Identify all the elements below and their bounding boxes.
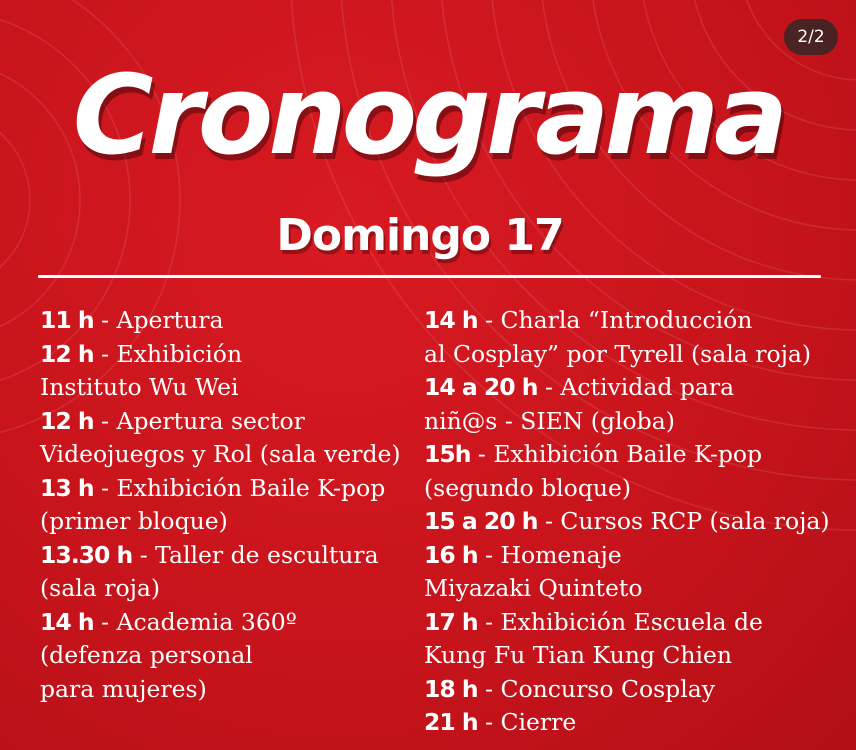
event-text: - Exhibición (93, 339, 243, 368)
event-time: 13.30 h (40, 540, 133, 569)
schedule-line (424, 472, 830, 506)
schedule-line (40, 606, 401, 640)
event-text: (defenza personal (40, 641, 253, 669)
schedule-right-column (424, 304, 830, 740)
schedule-line (40, 673, 401, 707)
schedule-line (40, 505, 401, 539)
event-text: Instituto Wu Wei (40, 373, 239, 401)
event-time: 11 h (40, 306, 94, 334)
event-text: - Apertura (93, 306, 224, 334)
event-time: 15h (424, 440, 471, 468)
schedule-line (424, 606, 830, 640)
schedule-line (424, 505, 830, 539)
event-text: - Charla “Introducción (477, 306, 753, 334)
event-text: - Taller de escultura (132, 540, 379, 569)
schedule-line (424, 338, 830, 372)
event-text: (primer bloque) (40, 507, 228, 535)
event-text: - Exhibición Escuela de (477, 607, 763, 636)
event-time: 15 a 20 h (424, 507, 538, 535)
event-time: 14 a 20 h (424, 373, 538, 401)
event-time: 14 h (40, 607, 94, 636)
schedule-line (40, 572, 401, 606)
schedule-line (424, 405, 830, 439)
schedule-line (40, 371, 401, 405)
event-text: - Cierre (477, 708, 577, 736)
event-text: - Exhibición Baile K-pop (93, 473, 386, 502)
event-text: - Academia 360º (93, 607, 297, 636)
event-time: 21 h (424, 708, 478, 736)
event-text: Kung Fu Tian Kung Chien (424, 641, 733, 669)
event-text: al Cosplay” por Tyrell (sala roja) (424, 339, 812, 368)
event-text: - Exhibición Baile K-pop (470, 440, 763, 468)
schedule-line (424, 706, 830, 740)
event-time: 16 h (424, 540, 478, 569)
schedule-line (424, 539, 830, 573)
event-time: 12 h (40, 339, 94, 368)
title-divider (38, 275, 821, 278)
event-text: Miyazaki Quinteto (424, 574, 643, 602)
event-text: para mujeres) (40, 674, 207, 703)
event-text: - Apertura sector (93, 406, 305, 435)
schedule-line (40, 405, 401, 439)
schedule-line (424, 639, 830, 673)
event-text: (segundo bloque) (424, 473, 632, 502)
schedule-line (424, 572, 830, 606)
schedule-left-column (40, 304, 401, 706)
event-text: - Homenaje (477, 540, 622, 569)
schedule-line (424, 438, 830, 472)
schedule-line (40, 639, 401, 673)
schedule-line (40, 304, 401, 338)
page-counter-badge: 2/2 (784, 19, 838, 55)
event-text: (sala roja) (40, 574, 161, 602)
event-text: niñ@s - SIEN (globa) (424, 406, 675, 435)
event-time: 12 h (40, 406, 94, 435)
event-time: 18 h (424, 674, 478, 703)
schedule-line (424, 673, 830, 707)
event-time: 14 h (424, 306, 478, 334)
event-text: Videojuegos y Rol (sala verde) (40, 440, 401, 468)
schedule-line (40, 338, 401, 372)
schedule-line (424, 371, 830, 405)
page-title: Cronograma (72, 51, 784, 179)
event-text: - Concurso Cosplay (477, 674, 716, 703)
event-time: 17 h (424, 607, 478, 636)
schedule-line (40, 472, 401, 506)
event-text: - Cursos RCP (sala roja) (537, 507, 830, 535)
event-time: 13 h (40, 473, 94, 502)
schedule-line (40, 539, 401, 573)
schedule-line (424, 304, 830, 338)
page-subtitle: Domingo 17 (276, 210, 564, 261)
schedule-line (40, 438, 401, 472)
event-text: - Actividad para (537, 373, 735, 401)
